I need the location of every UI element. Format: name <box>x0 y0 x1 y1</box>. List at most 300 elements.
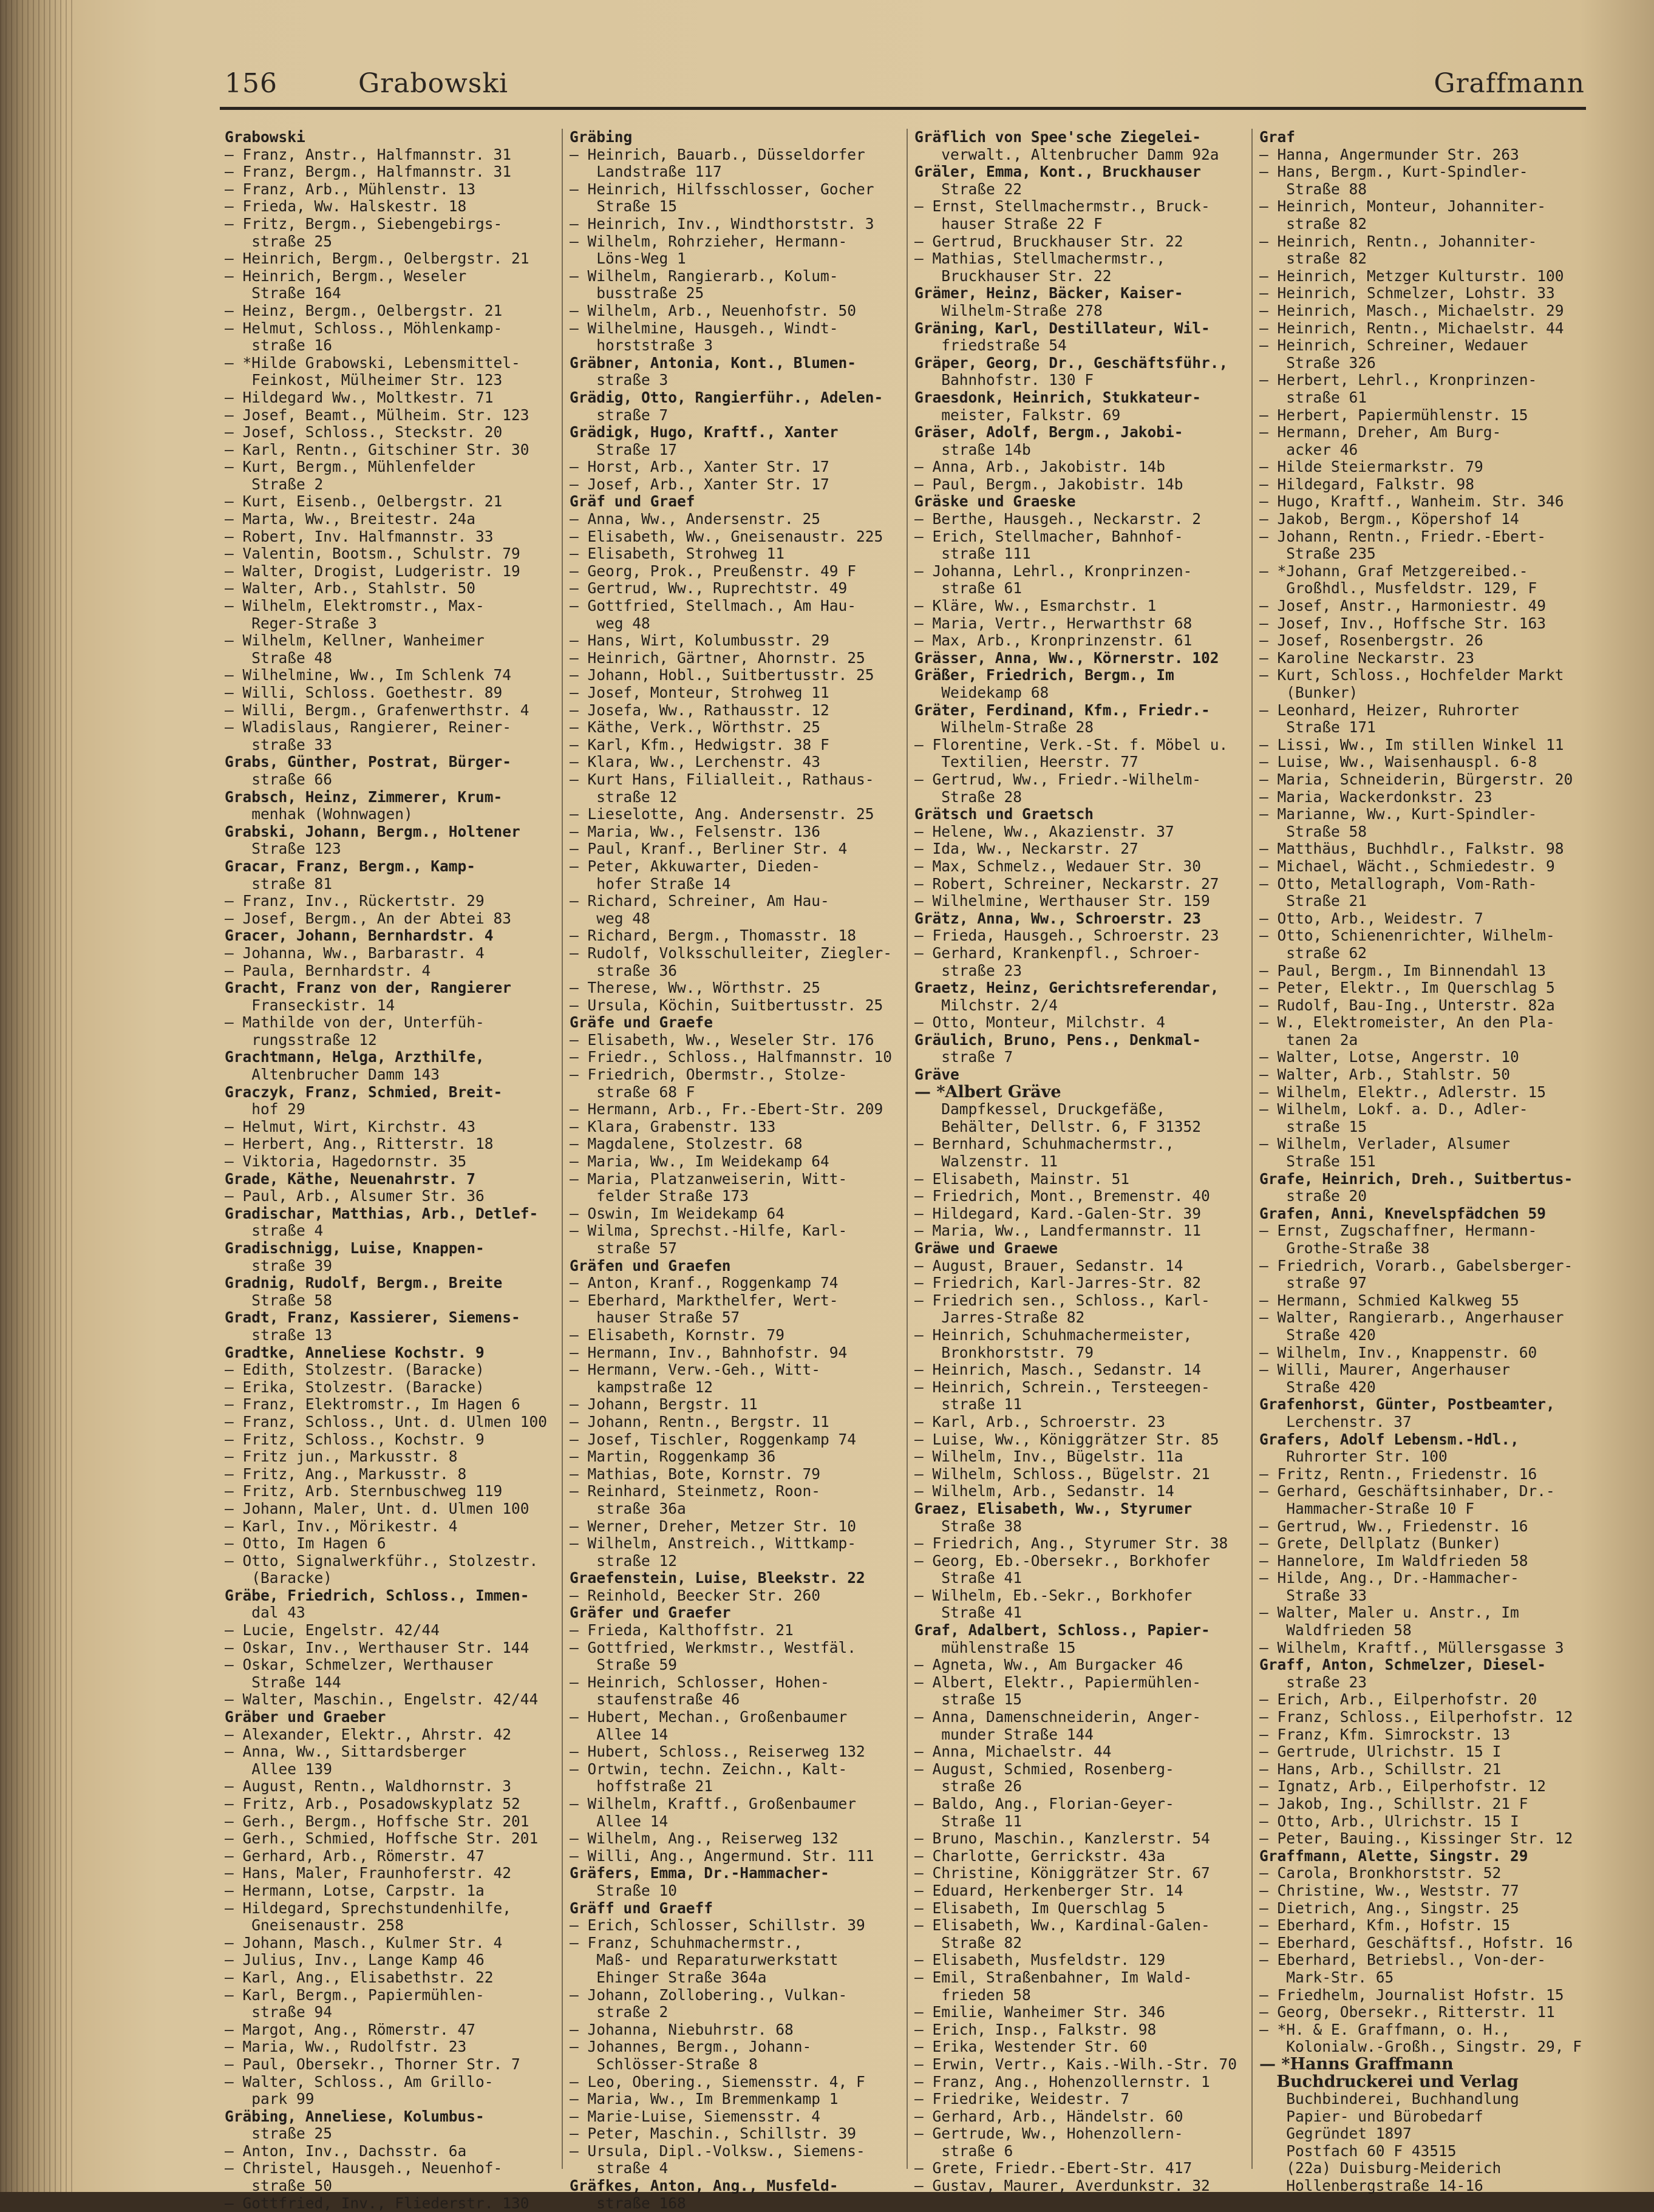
directory-entry-line: — Karl, Kfm., Hedwigstr. 38 F <box>570 735 829 754</box>
directory-entry-line: hauser Straße 22 F <box>914 214 1103 233</box>
directory-entry-line: — Florentine, Verk.-St. f. Möbel u. <box>914 735 1228 754</box>
directory-entry-line: straße 16 <box>225 336 333 355</box>
directory-entry-line: — Walter, Arb., Stahlstr. 50 <box>1259 1066 1511 1084</box>
directory-entry-line: — Josef, Tischler, Roggenkamp 74 <box>570 1430 857 1448</box>
directory-entry-line: — Walter, Lotse, Angerstr. 10 <box>1259 1048 1519 1066</box>
directory-heading-entry: Grädig, Otto, Rangierführ., Adelen- <box>570 388 883 406</box>
directory-entry-line: — Gerh., Schmied, Hoffsche Str. 201 <box>225 1829 539 1848</box>
directory-entry-line: — Wilhelm, Anstreich., Wittkamp- <box>570 1534 857 1553</box>
directory-entry-line: — Robert, Schreiner, Neckarstr. 27 <box>914 874 1219 893</box>
directory-entry-line: hauser Straße 57 <box>570 1308 740 1327</box>
directory-entry-line: — Maria, Ww., Rudolfstr. 23 <box>225 2038 467 2056</box>
directory-entry-line: — Franz, Anstr., Halfmannstr. 31 <box>225 145 512 163</box>
directory-entry-line: straße 4 <box>225 1222 324 1240</box>
directory-entry-line: straße 2 <box>570 2003 669 2021</box>
directory-entry-line: — Heinrich, Metzger Kulturstr. 100 <box>1259 267 1564 285</box>
directory-entry-line: (Baracke) <box>225 1569 333 1587</box>
directory-entry-line: Schlösser-Straße 8 <box>570 2055 758 2073</box>
column-divider <box>562 129 563 2169</box>
directory-heading-entry: Gräfen und Graefen <box>570 1256 731 1274</box>
directory-entry-line: — Elisabeth, Ww., Kardinal-Galen- <box>914 1916 1210 1935</box>
directory-entry-line: — Willi, Schloss. Goethestr. 89 <box>225 684 503 701</box>
directory-entry-line: — Johanna, Ww., Barbarastr. 4 <box>225 944 485 962</box>
directory-entry-line: — W., Elektromeister, An den Pla- <box>1259 1013 1555 1032</box>
directory-entry-line: — Wilhelm, Rangierarb., Kolum- <box>570 267 839 285</box>
directory-entry-line: — Herbert, Ang., Ritterstr. 18 <box>225 1135 494 1153</box>
directory-entry-line: (22a) Duisburg-Meiderich <box>1259 2159 1502 2177</box>
directory-entry-line: — Willi, Maurer, Angerhauser <box>1259 1361 1511 1379</box>
directory-heading-entry: Grafe, Heinrich, Dreh., Suitbertus- <box>1259 1169 1573 1188</box>
directory-entry-line: — Willi, Ang., Angermund. Str. 111 <box>570 1846 874 1865</box>
directory-entry-line: — Walter, Maschin., Engelstr. 42/44 <box>225 1690 539 1709</box>
directory-entry-line: — Richard, Bergm., Thomasstr. 18 <box>570 927 857 945</box>
directory-entry-line: — Anton, Kranf., Roggenkamp 74 <box>570 1274 839 1292</box>
directory-entry-line: acker 46 <box>1259 440 1358 458</box>
directory-entry-line: straße 61 <box>914 579 1023 597</box>
directory-entry-line: — Gottfried, Inv., Fliederstr. 130 <box>225 2194 529 2212</box>
directory-heading-entry: Gräfkes, Anton, Ang., Musfeld- <box>570 2177 839 2195</box>
directory-entry-line: — Friedrich, Vorarb., Gabelsberger- <box>1259 1256 1573 1274</box>
directory-entry-line: — Lieselotte, Ang. Andersenstr. 25 <box>570 805 874 823</box>
directory-entry-line: straße 111 <box>914 545 1031 563</box>
directory-entry-line: — Elisabeth, Kornstr. 79 <box>570 1325 785 1344</box>
directory-entry-line: — Lucie, Engelstr. 42/44 <box>225 1621 440 1639</box>
directory-heading-entry: Gräske und Graeske <box>914 492 1076 511</box>
directory-entry-line: Straße 48 <box>225 648 333 667</box>
directory-entry-line: — Peter, Maschin., Schillstr. 39 <box>570 2125 857 2143</box>
directory-heading-entry: Gräler, Emma, Kont., Bruckhauser <box>914 163 1202 181</box>
directory-entry-line: (Bunker) <box>1259 684 1358 701</box>
directory-entry-line: felder Straße 173 <box>570 1187 749 1205</box>
directory-entry-line: straße 36 <box>570 961 678 979</box>
directory-entry-line: — Walter, Schloss., Am Grillo- <box>225 2072 494 2091</box>
directory-entry-line: — Jakob, Bergm., Köpershof 14 <box>1259 510 1519 528</box>
directory-entry-line: — Josefa, Ww., Rathausstr. 12 <box>570 701 829 719</box>
directory-entry-line: Straße 326 <box>1259 353 1376 372</box>
directory-entry-line: — Maria, Vertr., Herwarthstr 68 <box>914 614 1193 632</box>
directory-entry-line: — Wilhelm, Schloss., Bügelstr. 21 <box>914 1465 1210 1483</box>
book-page-edges <box>0 0 73 2192</box>
directory-entry-line: — Edith, Stolzestr. (Baracke) <box>225 1361 485 1379</box>
directory-entry-line: — Hermann, Dreher, Am Burg- <box>1259 423 1502 441</box>
directory-entry-line: — Gottfried, Werkmstr., Westfäl. <box>570 1638 857 1656</box>
directory-entry-line: — Franz, Ang., Hohenzollernstr. 1 <box>914 2072 1210 2091</box>
column-1 <box>225 128 553 2212</box>
directory-heading-entry: Graffmann, Alette, Singstr. 29 <box>1259 1846 1528 1865</box>
directory-heading-entry: Gräbner, Antonia, Kont., Blumen- <box>570 353 857 372</box>
directory-entry-line: Altenbrucher Damm 143 <box>225 1066 440 1084</box>
directory-entry-line: — Grete, Dellplatz (Bunker) <box>1259 1534 1502 1553</box>
directory-entry-line: — Baldo, Ang., Florian-Geyer- <box>914 1795 1174 1812</box>
directory-entry-line: — Gertrud, Ww., Friedenstr. 16 <box>1259 1517 1528 1535</box>
directory-entry-line: — Karl, Arb., Schroerstr. 23 <box>914 1412 1166 1431</box>
directory-entry-line: — Matthäus, Buchhdlr., Falkstr. 98 <box>1259 840 1564 858</box>
directory-entry-line: straße 14b <box>914 440 1031 458</box>
directory-heading-entry: Gräper, Georg, Dr., Geschäftsführ., <box>914 353 1228 372</box>
directory-entry-line: — Mathias, Bote, Kornstr. 79 <box>570 1465 821 1483</box>
directory-entry-line: — Elisabeth, Strohweg 11 <box>570 545 785 563</box>
directory-entry-line: — Otto, Arb., Weidestr. 7 <box>1259 909 1483 927</box>
directory-entry-line: — Karl, Ang., Elisabethstr. 22 <box>225 1968 494 1986</box>
directory-entry-line: — Emil, Straßenbahner, Im Wald- <box>914 1968 1193 1986</box>
directory-entry-line: — Johanna, Niebuhrstr. 68 <box>570 2020 794 2038</box>
directory-entry-line: — Dietrich, Ang., Singstr. 25 <box>1259 1899 1519 1917</box>
directory-entry-line: Gegründet 1897 <box>1259 2125 1412 2143</box>
directory-entry-line: straße 11 <box>914 1395 1023 1414</box>
directory-heading-entry: Gräfers, Emma, Dr.-Hammacher- <box>570 1864 829 1882</box>
directory-entry-line: rungsstraße 12 <box>225 1030 377 1049</box>
directory-entry-line: — Heinrich, Schreiner, Wedauer <box>1259 336 1528 355</box>
directory-entry-line: straße 15 <box>914 1690 1023 1709</box>
directory-entry-line: Straße 420 <box>1259 1378 1376 1396</box>
directory-entry-line: — Anna, Damenschneiderin, Anger- <box>914 1708 1202 1726</box>
directory-entry-line: Dampfkessel, Druckgefäße, <box>914 1100 1166 1118</box>
directory-entry-line: Straße 164 <box>225 284 341 302</box>
directory-entry-line: Ehinger Straße 364a <box>570 1968 767 1986</box>
directory-entry-line: — Erika, Westender Str. 60 <box>914 2038 1148 2056</box>
directory-entry-line: — Ortwin, techn. Zeichn., Kalt- <box>570 1760 848 1778</box>
directory-heading-entry: Gräfer und Graefer <box>570 1604 731 1622</box>
directory-heading-entry: Gräwe und Graewe <box>914 1239 1058 1257</box>
directory-entry-line: — Johann, Bergstr. 11 <box>570 1395 758 1414</box>
directory-entry-line: Straße 41 <box>914 1569 1023 1587</box>
directory-heading-entry: Graefenstein, Luise, Bleekstr. 22 <box>570 1569 865 1587</box>
directory-entry-line: Straße 58 <box>1259 822 1367 840</box>
directory-entry-line: straße 7 <box>570 406 669 424</box>
directory-entry-line: — Otto, Signalwerkführ., Stolzestr. <box>225 1551 539 1570</box>
directory-entry-line: — Anna, Michaelstr. 44 <box>914 1743 1112 1761</box>
directory-entry-line: Straße 2 <box>225 475 324 493</box>
directory-entry-line: Straße 420 <box>1259 1325 1376 1344</box>
directory-entry-line: — Josef, Bergm., An der Abtei 83 <box>225 909 512 927</box>
directory-entry-line: — Agneta, Ww., Am Burgacker 46 <box>914 1656 1183 1674</box>
directory-entry-line: — Franz, Kfm. Simrockstr. 13 <box>1259 1725 1511 1743</box>
directory-entry-line: Straße 82 <box>914 1933 1023 1952</box>
directory-entry-line: — Eberhard, Markthelfer, Wert- <box>570 1291 839 1309</box>
directory-entry-line: — Rudolf, Volksschulleiter, Ziegler- <box>570 944 893 962</box>
directory-heading-entry: Grätz, Anna, Ww., Schroerstr. 23 <box>914 909 1202 927</box>
directory-entry-line: — Karl, Inv., Mörikestr. 4 <box>225 1517 458 1535</box>
directory-entry-line: — Franz, Arb., Mühlenstr. 13 <box>225 180 476 198</box>
directory-entry-line: — Margot, Ang., Römerstr. 47 <box>225 2020 476 2038</box>
directory-entry-line: straße 81 <box>225 874 333 893</box>
directory-entry-line: munder Straße 144 <box>914 1725 1094 1743</box>
directory-entry-line: — Johann, Zollobering., Vulkan- <box>570 1986 848 2004</box>
directory-entry-line: Allee 139 <box>225 1760 333 1778</box>
directory-entry-line: — Maria, Ww., Landfermannstr. 11 <box>914 1222 1202 1240</box>
directory-entry-line: — Ida, Ww., Neckarstr. 27 <box>914 840 1138 858</box>
directory-entry-line: — Michael, Wächt., Schmiedestr. 9 <box>1259 857 1555 875</box>
directory-entry-line: straße 7 <box>914 1048 1013 1066</box>
directory-entry-line: — Elisabeth, Im Querschlag 5 <box>914 1899 1166 1917</box>
directory-entry-line: — Wilhelm, Inv., Knappenstr. 60 <box>1259 1343 1537 1361</box>
directory-entry-line: — Viktoria, Hagedornstr. 35 <box>225 1152 467 1171</box>
column-4 <box>1259 128 1585 2195</box>
directory-entry-line: — Gertrude, Ulrichstr. 15 I <box>1259 1743 1502 1761</box>
directory-entry-line: — Gerhard, Arb., Römerstr. 47 <box>225 1846 485 1865</box>
directory-entry-line: Straße 33 <box>1259 1586 1367 1604</box>
directory-heading-entry: Gräning, Karl, Destillateur, Wil- <box>914 319 1210 337</box>
directory-entry-line: — Johann, Hobl., Suitbertusstr. 25 <box>570 666 874 684</box>
directory-entry-line: — Anton, Inv., Dachsstr. 6a <box>225 2142 467 2160</box>
directory-entry-line: — Gertrud, Bruckhauser Str. 22 <box>914 232 1183 250</box>
directory-entry-line: — Maria, Ww., Felsenstr. 136 <box>570 822 821 840</box>
directory-heading-entry: Gräser, Adolf, Bergm., Jakobi- <box>914 423 1183 441</box>
directory-heading-entry: Gräve <box>914 1066 959 1084</box>
directory-entry-line: Behälter, Dellstr. 6, F 31352 <box>914 1117 1202 1135</box>
directory-entry-line: Löns-Weg 1 <box>570 250 686 268</box>
directory-entry-line: — Kurt, Eisenb., Oelbergstr. 21 <box>225 492 503 511</box>
running-head-right: Graffmann <box>1434 68 1585 99</box>
directory-entry-line: — Hildegard, Falkstr. 98 <box>1259 475 1475 493</box>
directory-heading-entry: Graesdonk, Heinrich, Stukkateur- <box>914 388 1202 406</box>
directory-entry-line: straße 33 <box>225 735 333 754</box>
directory-entry-line: — Maria, Ww., Im Bremmenkamp 1 <box>570 2090 839 2108</box>
directory-entry-line: — Hans, Bergm., Kurt-Spindler- <box>1259 163 1528 181</box>
directory-entry-line: — Horst, Arb., Xanter Str. 17 <box>570 458 829 476</box>
directory-heading-entry: Gradnig, Rudolf, Bergm., Breite <box>225 1274 503 1292</box>
directory-entry-line: — Paul, Kranf., Berliner Str. 4 <box>570 840 848 858</box>
directory-entry-line: — Otto, Monteur, Milchstr. 4 <box>914 1013 1166 1032</box>
directory-heading-entry: Grafers, Adolf Lebensm.-Hdl., <box>1259 1430 1519 1448</box>
directory-entry-line: — Franz, Schloss., Eilperhofstr. 12 <box>1259 1708 1573 1726</box>
directory-entry-line: — Friedrich, Karl-Jarres-Str. 82 <box>914 1274 1202 1292</box>
directory-entry-line: — Hans, Maler, Fraunhoferstr. 42 <box>225 1864 512 1882</box>
directory-entry-line: straße 97 <box>1259 1274 1367 1292</box>
directory-heading-entry: Gräber und Graeber <box>225 1708 386 1726</box>
directory-entry-line: — Käthe, Verk., Wörthstr. 25 <box>570 718 821 737</box>
directory-entry-line: — Josef, Monteur, Strohweg 11 <box>570 684 829 701</box>
directory-entry-line: Hammacher-Straße 10 F <box>1259 1499 1475 1517</box>
directory-entry-line: — Walter, Arb., Stahlstr. 50 <box>225 579 476 597</box>
directory-entry-line: Wilhelm-Straße 28 <box>914 718 1094 737</box>
directory-entry-line: — Heinrich, Schrein., Tersteegen- <box>914 1378 1210 1396</box>
directory-entry-line: — Charlotte, Gerrickstr. 43a <box>914 1846 1166 1865</box>
directory-entry-line: — Friedhelm, Journalist Hofstr. 15 <box>1259 1986 1564 2004</box>
directory-entry-line: — Elisabeth, Mainstr. 51 <box>914 1169 1130 1188</box>
directory-entry-line: straße 66 <box>225 770 333 788</box>
directory-entry-line: — Franz, Elektromstr., Im Hagen 6 <box>225 1395 520 1414</box>
directory-entry-line: — Hubert, Schloss., Reiserweg 132 <box>570 1743 865 1761</box>
directory-entry-line: straße 36a <box>570 1499 686 1517</box>
directory-heading-entry: Graczyk, Franz, Schmied, Breit- <box>225 1083 503 1101</box>
directory-entry-line: — Jakob, Ing., Schillstr. 21 F <box>1259 1795 1528 1812</box>
directory-entry-line: — Christel, Hausgeh., Neuenhof- <box>225 2159 503 2177</box>
directory-heading-entry: Grässer, Anna, Ww., Körnerstr. 102 <box>914 648 1219 667</box>
directory-entry-line: — Wilhelm, Inv., Bügelstr. 11a <box>914 1448 1183 1466</box>
directory-entry-line: — Gerhard, Geschäftsinhaber, Dr.- <box>1259 1482 1555 1500</box>
directory-heading-entry: Gradischnigg, Luise, Knappen- <box>225 1239 485 1257</box>
directory-entry-line: — Werner, Dreher, Metzer Str. 10 <box>570 1517 857 1535</box>
directory-entry-line: — Paul, Bergm., Im Binnendahl 13 <box>1259 961 1547 979</box>
directory-entry-line: — Carola, Bronkhorststr. 52 <box>1259 1864 1502 1882</box>
directory-entry-line: — Johanna, Lehrl., Kronprinzen- <box>914 562 1193 580</box>
directory-heading-entry: Gräbing <box>570 128 633 146</box>
directory-entry-line: Straße 22 <box>914 180 1023 198</box>
directory-entry-line: — Heinrich, Bergm., Weseler <box>225 267 467 285</box>
directory-entry-line: kampstraße 12 <box>570 1378 713 1396</box>
directory-entry-line: — Fritz, Ang., Markusstr. 8 <box>225 1465 467 1483</box>
directory-entry-line: — Fritz, Arb., Posadowskyplatz 52 <box>225 1795 520 1812</box>
directory-entry-line: frieden 58 <box>914 1986 1031 2004</box>
directory-entry-line: — Franz, Bergm., Halfmannstr. 31 <box>225 163 512 181</box>
directory-entry-line: — Otto, Im Hagen 6 <box>225 1534 386 1553</box>
directory-entry-line: Weidekamp 68 <box>914 684 1049 701</box>
directory-entry-line: — Hermann, Arb., Fr.-Ebert-Str. 209 <box>570 1100 883 1118</box>
directory-entry-line: Hollenbergstraße 14-16 <box>1259 2177 1483 2195</box>
directory-entry-line: — Wilhelm, Arb., Neuenhofstr. 50 <box>570 301 857 319</box>
directory-heading-entry: Gräflich von Spee'sche Ziegelei- <box>914 128 1202 146</box>
directory-entry-line: — Wilhelmine, Werthauser Str. 159 <box>914 892 1210 910</box>
directory-entry-line: — Herbert, Papiermühlenstr. 15 <box>1259 406 1528 424</box>
directory-entry-line: — Friedr., Schloss., Halfmannstr. 10 <box>570 1048 893 1066</box>
directory-entry-line: Straße 21 <box>1259 892 1367 910</box>
directory-entry-line: — Marta, Ww., Breitestr. 24a <box>225 510 476 528</box>
directory-entry-line: — Emilie, Wanheimer Str. 346 <box>914 2003 1166 2021</box>
directory-entry-line: — *H. & E. Graffmann, o. H., <box>1259 2020 1511 2038</box>
directory-entry-line: Straße 151 <box>1259 1152 1376 1171</box>
directory-entry-line: — Fritz jun., Markusstr. 8 <box>225 1448 458 1466</box>
directory-entry-line: — Otto, Arb., Ulrichstr. 15 I <box>1259 1812 1519 1830</box>
directory-entry-line: — Karl, Bergm., Papiermühlen- <box>225 1986 485 2004</box>
directory-entry-line: — Fritz, Arb. Sternbuschweg 119 <box>225 1482 503 1500</box>
directory-entry-line: — Fritz, Rentn., Friedenstr. 16 <box>1259 1465 1537 1483</box>
directory-entry-line: — Maria, Ww., Im Weidekamp 64 <box>570 1152 829 1171</box>
directory-entry-line: — Georg, Obersekr., Ritterstr. 11 <box>1259 2003 1555 2021</box>
directory-entry-line: — Johann, Rentn., Friedr.-Ebert- <box>1259 527 1547 545</box>
directory-entry-line: — Gustav, Maurer, Averdunkstr. 32 <box>914 2177 1210 2195</box>
directory-entry-line: mühlenstraße 15 <box>914 1638 1076 1656</box>
directory-entry-line: — Marie-Luise, Siemensstr. 4 <box>570 2107 821 2125</box>
directory-entry-line: — Peter, Bauing., Kissinger Str. 12 <box>1259 1829 1573 1848</box>
directory-entry-line: — Kläre, Ww., Esmarchstr. 1 <box>914 597 1157 615</box>
directory-entry-line: straße 23 <box>914 961 1023 979</box>
directory-entry-line: — Karoline Neckarstr. 23 <box>1259 648 1475 667</box>
directory-entry-line: — Heinrich, Gärtner, Ahornstr. 25 <box>570 648 865 667</box>
directory-entry-line: — Hannelore, Im Waldfrieden 58 <box>1259 1551 1528 1570</box>
directory-entry-line: Straße 41 <box>914 1604 1023 1622</box>
directory-entry-line: Straße 10 <box>570 1881 678 1899</box>
directory-entry-line: hofer Straße 14 <box>570 874 731 893</box>
directory-entry-line: — Paul, Bergm., Jakobistr. 14b <box>914 475 1183 493</box>
directory-entry-line: Straße 28 <box>914 788 1023 806</box>
directory-entry-line: — Lissi, Ww., Im stillen Winkel 11 <box>1259 735 1564 754</box>
directory-entry-line: — Reinhold, Beecker Str. 260 <box>570 1586 821 1604</box>
directory-entry-line: — Julius, Inv., Lange Kamp 46 <box>225 1951 485 1969</box>
directory-entry-line: Grothe-Straße 38 <box>1259 1239 1430 1257</box>
directory-entry-line: — Maria, Platzanweiserin, Witt- <box>570 1169 848 1188</box>
directory-entry-line: — Wilhelm, Ang., Reiserweg 132 <box>570 1829 839 1848</box>
directory-entry-line: — Karl, Rentn., Gitschiner Str. 30 <box>225 440 529 458</box>
directory-entry-line: — Josef, Rosenbergstr. 26 <box>1259 631 1483 650</box>
directory-entry-line: Straße 17 <box>570 440 678 458</box>
column-3 <box>914 128 1242 2195</box>
directory-entry-line: — Franz, Schloss., Unt. d. Ulmen 100 <box>225 1412 548 1431</box>
directory-heading-entry: Grabs, Günther, Postrat, Bürger- <box>225 753 512 771</box>
directory-entry-line: — *Albert Gräve <box>914 1082 1061 1101</box>
directory-entry-line: — Friedrich, Mont., Bremenstr. 40 <box>914 1187 1210 1205</box>
directory-entry-line: straße 39 <box>225 1256 333 1274</box>
directory-entry-line: — Frieda, Ww. Halskestr. 18 <box>225 197 467 216</box>
directory-heading-entry: Gräf und Graef <box>570 492 695 511</box>
directory-entry-line: — Robert, Inv. Halfmannstr. 33 <box>225 527 494 545</box>
directory-heading-entry: Gracar, Franz, Bergm., Kamp- <box>225 857 476 875</box>
directory-heading-entry: Gräulich, Bruno, Pens., Denkmal- <box>914 1030 1202 1049</box>
directory-entry-line: — August, Brauer, Sedanstr. 14 <box>914 1256 1183 1274</box>
directory-entry-line: — Mathias, Stellmachermstr., <box>914 250 1166 268</box>
directory-entry-line: — Fritz, Bergm., Siebengebirgs- <box>225 214 503 233</box>
directory-entry-line: — Johann, Masch., Kulmer Str. 4 <box>225 1933 503 1952</box>
directory-entry-line: Großhdl., Musfeldstr. 129, F <box>1259 579 1537 597</box>
directory-heading-entry: Gräfe und Graefe <box>570 1013 713 1032</box>
directory-heading-entry: Gracer, Johann, Bernhardstr. 4 <box>225 927 494 945</box>
directory-entry-line: — Ursula, Dipl.-Volksw., Siemens- <box>570 2142 865 2160</box>
directory-entry-line: straße 25 <box>225 2125 333 2143</box>
directory-entry-line: — Helene, Ww., Akazienstr. 37 <box>914 822 1174 840</box>
directory-entry-line: — Eberhard, Betriebsl., Von-der- <box>1259 1951 1547 1969</box>
directory-entry-line: menhak (Wohnwagen) <box>225 805 413 823</box>
directory-entry-line: Straße 235 <box>1259 545 1376 563</box>
directory-heading-entry: Gradt, Franz, Kassierer, Siemens- <box>225 1308 520 1327</box>
directory-heading-entry: Gräbe, Friedrich, Schloss., Immen- <box>225 1586 529 1604</box>
directory-entry-line: — Mathilde von der, Unterfüh- <box>225 1013 485 1032</box>
directory-entry-line: — Gertrude, Ww., Hohenzollern- <box>914 2125 1183 2143</box>
directory-entry-line: — Heinrich, Masch., Sedanstr. 14 <box>914 1361 1202 1379</box>
directory-heading-entry: Gräbing, Anneliese, Kolumbus- <box>225 2107 485 2125</box>
directory-entry-line: — Johann, Rentn., Bergstr. 11 <box>570 1412 829 1431</box>
directory-entry-line: — Wilhelm, Kraftf., Großenbaumer <box>570 1795 857 1812</box>
running-head-left: Grabowski <box>358 68 509 99</box>
directory-entry-line: busstraße 25 <box>570 284 704 302</box>
directory-entry-line: Allee 14 <box>570 1725 669 1743</box>
directory-heading-entry: Gräßer, Friedrich, Bergm., Im <box>914 666 1174 684</box>
directory-entry-line: — Rudolf, Bau-Ing., Unterstr. 82a <box>1259 996 1555 1014</box>
directory-entry-line: — Friedrich sen., Schloss., Karl- <box>914 1291 1210 1309</box>
directory-entry-line: — Heinrich, Inv., Windthorststr. 3 <box>570 214 874 233</box>
directory-entry-line: — Friedrich, Obermstr., Stolze- <box>570 1066 848 1084</box>
directory-entry-line: — Wilhelmine, Ww., Im Schlenk 74 <box>225 666 512 684</box>
directory-entry-line: — Johann, Maler, Unt. d. Ulmen 100 <box>225 1499 529 1517</box>
directory-entry-line: straße 4 <box>570 2159 669 2177</box>
directory-entry-line: — Wilma, Sprechst.-Hilfe, Karl- <box>570 1222 848 1240</box>
directory-entry-line: Straße 38 <box>914 1517 1023 1535</box>
directory-entry-line: — Peter, Akkuwarter, Dieden- <box>570 857 821 875</box>
directory-entry-line: — Heinrich, Rentn., Michaelstr. 44 <box>1259 319 1564 337</box>
directory-entry-line: — Wilhelm, Lokf. a. D., Adler- <box>1259 1100 1528 1118</box>
directory-heading-entry: Grabsch, Heinz, Zimmerer, Krum- <box>225 788 503 806</box>
directory-entry-line: straße 25 <box>225 232 333 250</box>
directory-entry-line: — Elisabeth, Musfeldstr. 129 <box>914 1951 1166 1969</box>
directory-entry-line: — Wilhelm, Arb., Sedanstr. 14 <box>914 1482 1174 1500</box>
directory-entry-line: — Hugo, Kraftf., Wanheim. Str. 346 <box>1259 492 1564 511</box>
directory-entry-line: — Paula, Bernhardstr. 4 <box>225 961 431 979</box>
directory-heading-entry: Grafenhorst, Günter, Postbeamter, <box>1259 1395 1555 1414</box>
directory-entry-line: — Peter, Elektr., Im Querschlag 5 <box>1259 979 1555 997</box>
directory-entry-line: — Georg, Eb.-Obersekr., Borkhofer <box>914 1551 1210 1570</box>
directory-entry-line: friedstraße 54 <box>914 336 1067 355</box>
directory-entry-line: straße 50 <box>225 2177 333 2195</box>
directory-entry-line: Milchstr. 2/4 <box>914 996 1058 1014</box>
directory-entry-line: Lerchenstr. 37 <box>1259 1412 1412 1431</box>
directory-entry-line: Gneisenaustr. 258 <box>225 1916 404 1935</box>
directory-columns <box>225 128 1585 2212</box>
directory-entry-line: — Hildegard, Sprechstundenhilfe, <box>225 1899 512 1917</box>
directory-entry-line: straße 94 <box>225 2003 333 2021</box>
directory-entry-line: Landstraße 117 <box>570 163 722 181</box>
directory-entry-line: — Heinrich, Schuhmachermeister, <box>914 1325 1193 1344</box>
directory-entry-line: — Bruno, Maschin., Kanzlerstr. 54 <box>914 1829 1210 1848</box>
directory-entry-line: — Kurt Hans, Filialleit., Rathaus- <box>570 770 874 788</box>
